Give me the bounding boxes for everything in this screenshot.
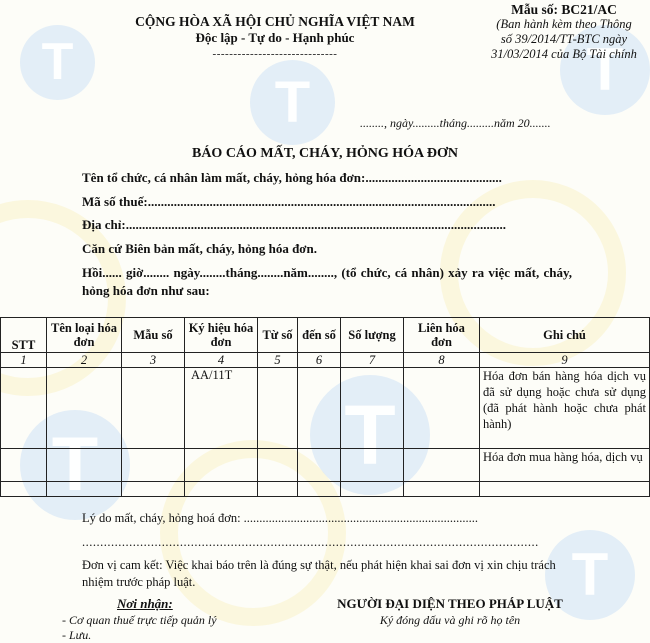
column-number: 5 <box>258 353 298 368</box>
table-cell <box>185 449 258 482</box>
col-header: Liên hóa đơn <box>404 318 480 353</box>
table-cell <box>122 482 185 497</box>
column-number-row <box>1 353 650 368</box>
table-cell <box>298 368 341 449</box>
table-cell <box>1 449 47 482</box>
issued-note-line-1: (Ban hành kèm theo Thông <box>496 17 632 31</box>
table-cell <box>47 368 122 449</box>
date-line: ........, ngày.........tháng.........năm 20....... <box>360 116 551 130</box>
table-cell <box>480 482 650 497</box>
national-header <box>110 14 440 62</box>
reason-line: Lý do mất, cháy, hỏng hoá đơn: ........................................................................... <box>82 511 479 525</box>
table-cell <box>47 449 122 482</box>
watermark-logo: T <box>20 410 130 520</box>
column-number: 7 <box>341 353 404 368</box>
col-header: Số lượng <box>341 318 404 353</box>
watermark-logo: T <box>545 530 635 620</box>
motto-underline: ------------------------------ <box>212 48 338 60</box>
watermark-logo: T <box>20 25 95 100</box>
column-number: 9 <box>480 353 650 368</box>
signature-note: Ký đóng dấu và ghi rõ họ tên <box>379 613 521 627</box>
issued-note-line-3: 31/03/2014 của Bộ Tài chính <box>491 47 637 61</box>
table-row <box>1 482 650 497</box>
column-number: 1 <box>1 353 47 368</box>
column-number: 6 <box>298 353 341 368</box>
invoice-symbol-cell: AA/11T <box>185 368 258 449</box>
issued-note-line-2: số 39/2014/TT-BTC ngày <box>500 32 628 46</box>
table-cell <box>298 482 341 497</box>
recipients-title: Nơi nhận: <box>117 596 173 611</box>
table-cell <box>341 368 404 449</box>
col-header: Mẫu số <box>122 318 185 353</box>
table-cell <box>341 449 404 482</box>
table-cell <box>404 449 480 482</box>
form-code: Mẫu số: BC21/AC <box>511 2 617 17</box>
watermark-logo: T <box>560 25 650 115</box>
invoice-report-table <box>0 317 650 497</box>
recipient-item: - Cơ quan thuế trực tiếp quản lý <box>62 613 217 627</box>
table-cell <box>258 368 298 449</box>
table-cell <box>404 368 480 449</box>
col-header: Ký hiệu hóa đơn <box>185 318 258 353</box>
table-cell <box>341 482 404 497</box>
table-cell <box>122 449 185 482</box>
address-field: Địa chỉ:..................................................................................................................... <box>82 217 506 232</box>
table-cell <box>298 449 341 482</box>
table-cell <box>47 482 122 497</box>
column-number: 8 <box>404 353 480 368</box>
tax-code-field: Mã số thuế:........................................................................................................... <box>82 194 496 209</box>
recipient-item: - Lưu. <box>62 628 92 642</box>
representative-title: NGƯỜI ĐẠI DIỆN THEO PHÁP LUẬT <box>337 596 563 611</box>
org-name-field: Tên tổ chức, cá nhân làm mất, cháy, hỏng hóa đơn:.......................................... <box>82 170 502 185</box>
col-header: đến số <box>298 318 341 353</box>
report-title: BÁO CÁO MẤT, CHÁY, HỎNG HÓA ĐƠN <box>191 146 458 161</box>
table-cell <box>1 368 47 449</box>
table-cell <box>258 482 298 497</box>
table-cell <box>258 449 298 482</box>
reason-continuation-line: .............................................................................................................................. <box>82 535 539 549</box>
table-cell <box>185 482 258 497</box>
commitment-text: Đơn vị cam kết: Việc khai báo trên là đúng sự thật, nếu phát hiện khai sai đơn vị xin chịu trách nhiệm trước pháp luật. <box>82 558 556 589</box>
table-row <box>1 449 650 482</box>
form-info <box>478 2 650 62</box>
basis-text: Căn cứ Biên bản mất, cháy, hỏng hóa đơn. <box>82 241 317 256</box>
table-cell <box>404 482 480 497</box>
col-header: Từ số <box>258 318 298 353</box>
col-header: STT <box>1 318 47 353</box>
column-number: 3 <box>122 353 185 368</box>
col-header: Tên loại hóa đơn <box>47 318 122 353</box>
column-number: 4 <box>185 353 258 368</box>
col-header: Ghi chú <box>480 318 650 353</box>
table-row <box>1 368 650 449</box>
country-name: CỘNG HÒA XÃ HỘI CHỦ NGHĨA VIỆT NAM <box>135 14 415 29</box>
national-motto: Độc lập - Tự do - Hạnh phúc <box>195 30 355 45</box>
watermark-logo: T <box>310 375 430 495</box>
column-number: 2 <box>47 353 122 368</box>
table-cell <box>1 482 47 497</box>
table-header-row <box>1 318 650 353</box>
table-cell <box>122 368 185 449</box>
watermark-logo: T <box>250 60 335 145</box>
note-cell: Hóa đơn mua hàng hóa, dịch vụ <box>480 449 650 482</box>
note-cell: Hóa đơn bán hàng hóa dịch vụ đã sử dụng hoặc chưa sử dụng (đã phát hành hoặc chưa phát hành) <box>480 368 650 449</box>
occurrence-text: Hồi...... giờ........ ngày........tháng........năm........, (tổ chức, cá nhân) xảy ra việc mất, cháy, hỏng hóa đơn như sau: <box>82 265 572 298</box>
